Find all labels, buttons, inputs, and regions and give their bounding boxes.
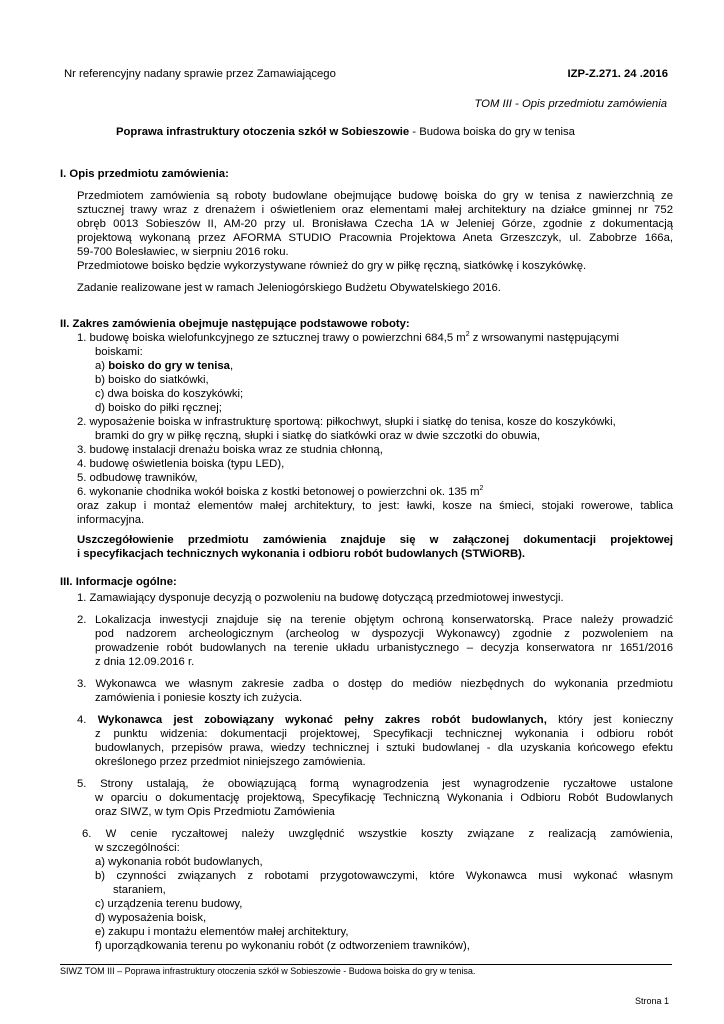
section-2-item-2-cont: bramki do gry w piłkę ręczną, słupki i siatkę do siatkówki oraz w dwie szczotki do obuwia, [95, 430, 541, 442]
section-1-p2: Przedmiotowe boisko będzie wykorzystywane również do gry w piłkę ręczną, siatkówkę i koszykówkę. [77, 260, 587, 272]
section-3-item-1: 1. Zamawiający dysponuje decyzją o pozwoleniu na budowę dotyczącą przedmiotowej inwestycji. [77, 592, 564, 604]
section-2-item-6 [77, 486, 483, 499]
section-3-item-6-sub: d) wyposażenia boisk, [95, 912, 207, 924]
section-1-p1-line: obręb 0013 Sobieszów II, AM-20 przy ul. Bronisława Czecha 1A w Jeleniej Górze, zgodnie z dokumentacją [77, 218, 673, 230]
item-6-text: 6. wykonanie chodnika wokół boiska z kostki betonowej o powierzchni ok. 135 m [77, 486, 480, 498]
section-2-item-4: 4. budowę oświetlenia boiska (typu LED), [77, 458, 285, 470]
section-3-item-6-sub: c) urządzenia terenu budowy, [95, 898, 243, 910]
section-1-p1-line: 59-700 Bolesławiec, w sierpniu 2016 roku. [77, 246, 289, 258]
section-2-item-5: 5. odbudowę trawników, [77, 472, 198, 484]
section-1-p1-line: projektową wykonaną przez AFORMA STUDIO Pracownia Projektowa Aneta Grzeszczyk, ul. Zabobrze 166a, [77, 232, 673, 244]
document-title [116, 126, 575, 139]
section-2-sub-b: b) boisko do siatkówki, [95, 374, 209, 386]
section-2-bold-note: Uszczegółowienie przedmiotu zamówienia znajduje się w załączonej dokumentacji projektowej [77, 534, 673, 546]
section-2-sub-d: d) boisko do piłki ręcznej; [95, 402, 222, 414]
item-4-text-end: który jest konieczny [546, 714, 673, 726]
section-3-item-6-sub: e) zakupu i montażu elementów małej architektury, [95, 926, 349, 938]
section-3-item-2: 2. Lokalizacja inwestycji znajduje się na terenie objętym ochroną konserwatorską. Prace należy prowadzić [77, 614, 673, 626]
section-3-item-2-cont: pod nadzorem archeologicznym (archeolog w dyspozycji Wykonawcy) zgodnie z pozwoleniem na [95, 628, 673, 640]
section-3-item-4 [77, 714, 673, 727]
section-3-item-3-cont: zamówienia i poniesie koszty ich zużycia. [95, 692, 303, 704]
item-1-superscript: 2 [465, 331, 470, 338]
section-3-item-6-sub-cont: staraniem, [113, 884, 166, 896]
section-2-sub-a [95, 360, 233, 373]
section-1-p3: Zadanie realizowane jest w ramach Jeleniogórskiego Budżetu Obywatelskiego 2016. [77, 282, 501, 294]
section-3-item-6-cont: w szczególności: [95, 842, 180, 854]
section-1-p1-line: Przedmiotem zamówienia są roboty budowlane obejmujące budowę boiska do gry w tenisa z nawierzchnią ze [77, 190, 673, 202]
sub-a-bold-text: boisko do gry w tenisa [108, 360, 230, 372]
item-6-superscript: 2 [479, 485, 484, 492]
footer-text: SIWZ TOM III – Poprawa infrastruktury otoczenia szkół w Sobieszowie - Budowa boiska do gry w tenisa. [60, 966, 476, 976]
sub-a-end: , [229, 360, 234, 372]
section-2-after-cont: informacyjna. [77, 514, 145, 526]
footer-divider [60, 964, 672, 965]
section-2-sub-c: c) dwa boiska do koszykówki; [95, 388, 244, 400]
section-3-item-6-sub: f) uporządkowania terenu po wykonaniu robót (z odtworzeniem trawników), [95, 940, 470, 952]
section-3-item-6-sub: a) wykonania robót budowlanych, [95, 856, 263, 868]
document-title-bold: Poprawa infrastruktury otoczenia szkół w Sobieszowie [116, 126, 410, 138]
section-3-item-5-cont: w oparciu o dokumentację projektową, Specyfikację Techniczną Wykonania i Odbioru Robót Budowlanych [95, 792, 673, 804]
section-3-item-5-cont: oraz SIWZ, w tym Opis Przedmiotu Zamówienia [95, 806, 335, 818]
section-3-item-3: 3. Wykonawca we własnym zakresie zadba o dostęp do mediów niezbędnych do wykonania przedmiotu [77, 678, 673, 690]
section-3-item-4-cont: z punktu widzenia: dokumentacji projektowej, Specyfikacji technicznej wykonania i odbioru robót [95, 728, 673, 740]
section-3-heading: III. Informacje ogólne: [60, 576, 177, 588]
reference-label: Nr referencyjny nadany sprawie przez Zamawiającego [64, 68, 336, 80]
section-2-item-1 [77, 332, 619, 345]
section-3-item-6-sub: b) czynności związanych z robotami przygotowawczymi, które Wykonawca musi wykonać własnym [95, 870, 673, 882]
section-1-heading: I. Opis przedmiotu zamówienia: [60, 168, 229, 180]
sub-a-label: a) [95, 360, 109, 372]
reference-number: IZP-Z.271. 24 .2016 [567, 68, 668, 80]
section-2-item-3: 3. budowę instalacji drenażu boiska wraz ze studnia chłonną, [77, 444, 383, 456]
section-3-item-5: 5. Strony ustalają, że obowiązującą formą wynagrodzenia jest wynagrodzenie ryczałtowe ustalone [77, 778, 673, 790]
section-2-heading: II. Zakres zamówienia obejmuje następujące podstawowe roboty: [60, 318, 410, 330]
item-1-text: 1. budowę boiska wielofunkcyjnego ze sztucznej trawy o powierzchni 684,5 m [77, 332, 466, 344]
item-4-bold-text: Wykonawca jest zobowiązany wykonać pełny zakres robót budowlanych, [97, 714, 547, 726]
section-3-item-4-cont: określonego przez przedmiot niniejszego zamówienia. [95, 756, 366, 768]
section-2-after: oraz zakup i montaż elementów małej architektury, to jest: ławki, kosze na śmieci, stojaki rowerowe, tablica [77, 500, 673, 512]
page-number: Strona 1 [634, 996, 669, 1006]
document-title-rest: - Budowa boiska do gry w tenisa [409, 126, 575, 138]
section-2-item-2: 2. wyposażenie boiska w infrastrukturę sportową: piłkochwyt, słupki i siatkę do tenisa, kosze do koszykówki, [77, 416, 616, 428]
section-2-bold-note-cont: i specyfikacjach technicznych wykonania i odbioru robót budowlanych (STWiORB). [77, 548, 526, 560]
section-3-item-6: 6. W cenie ryczałtowej należy uwzględnić wszystkie koszty związane z realizacją zamówienia, [82, 828, 673, 840]
section-3-item-4-cont: budowlanych, przepisów prawa, wiedzy technicznej i sztuki budowlanej - dla uzyskania końcowego efektu [95, 742, 673, 754]
section-3-item-2-cont: prowadzenie robót budowlanych na terenie układu urbanistycznego – decyzja konserwatora nr 1651/2016 [95, 642, 673, 654]
volume-title: TOM III - Opis przedmiotu zamówienia [474, 98, 667, 110]
item-4-number: 4. [77, 714, 98, 726]
item-1-text-end: z wrsowanymi następującymi [469, 332, 620, 344]
section-3-item-2-cont: z dnia 12.09.2016 r. [95, 656, 195, 668]
section-1-p1-line: sztucznej trawy wraz z drenażem i oświetleniem oraz elementami małej architektury na działce gminnej nr 752 [77, 204, 673, 216]
section-2-item-1-cont: boiskami: [95, 346, 143, 358]
